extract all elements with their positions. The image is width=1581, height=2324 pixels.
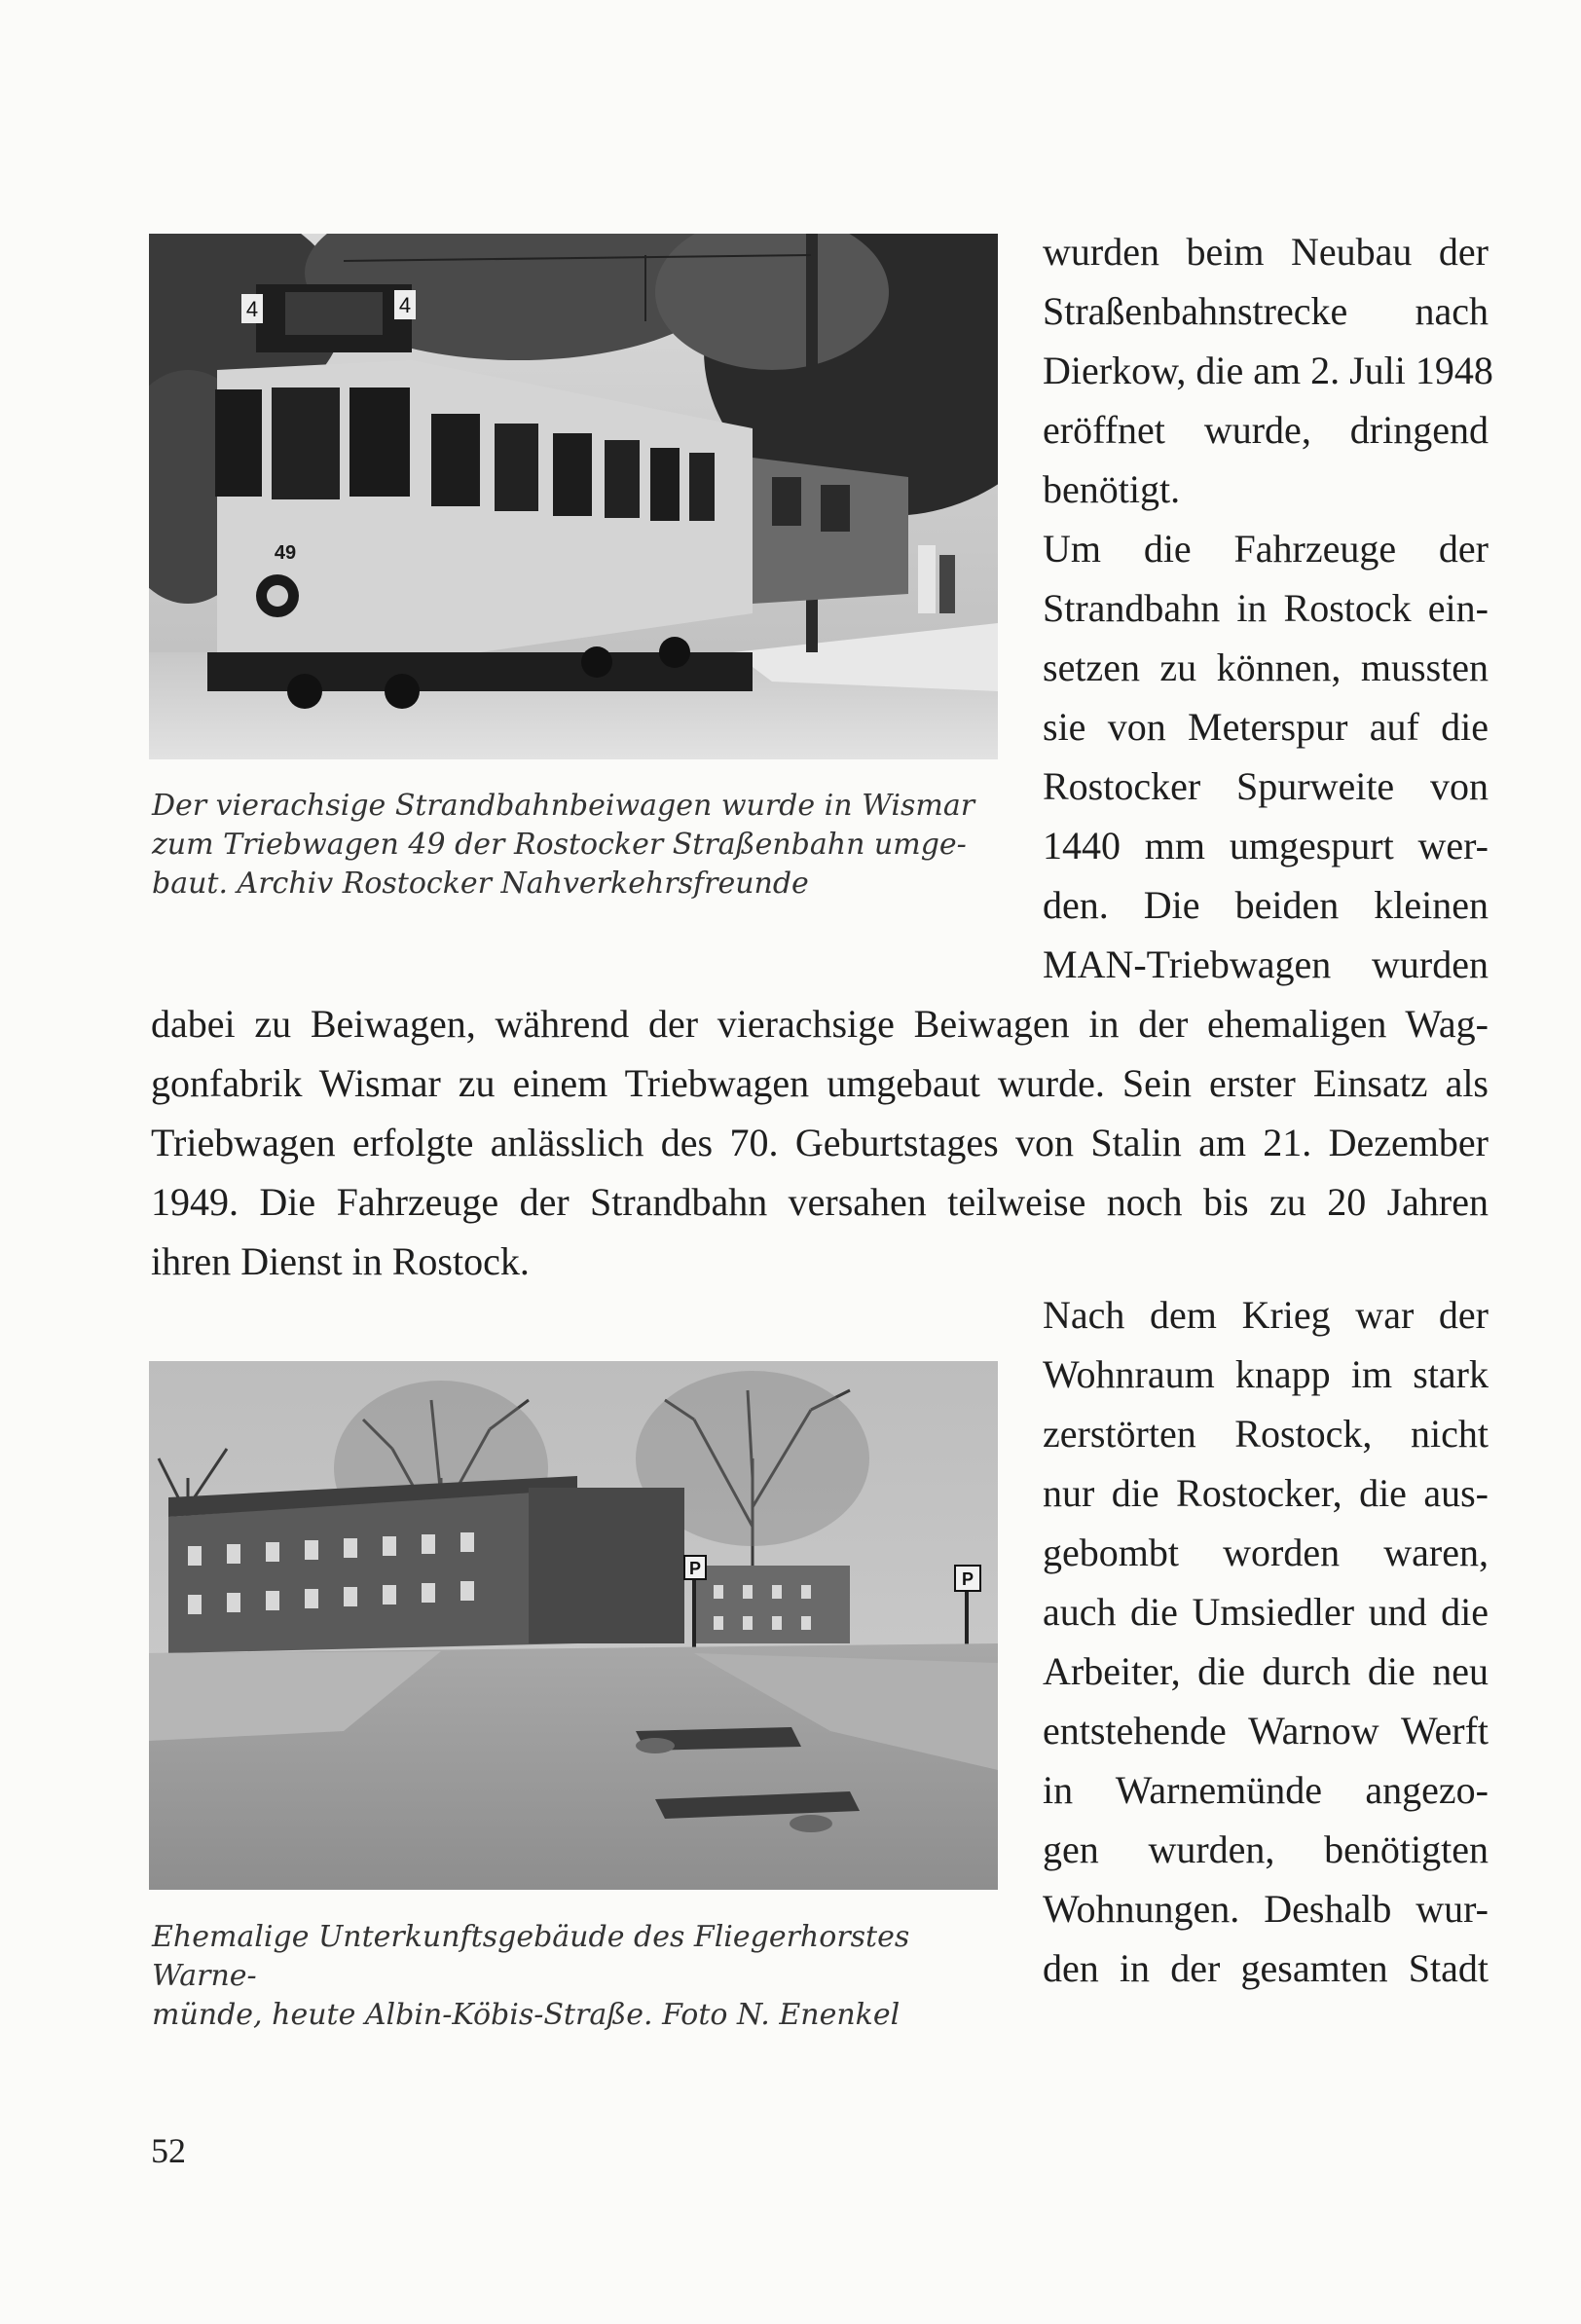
body-text-line: nur die Rostocker, die aus-	[1043, 1471, 1489, 1515]
caption-line: Der vierachsige Strandbahnbeiwagen wurde in Wismar	[152, 789, 975, 823]
body-text-line: 1440 mm umgespurt wer-	[1043, 824, 1489, 867]
body-text-line: Wohnraum knapp im stark	[1043, 1352, 1489, 1396]
svg-text:P: P	[961, 1569, 974, 1589]
buildings-photo-caption	[152, 1918, 1009, 2035]
caption-line: münde, heute Albin-Köbis-Straße. Foto N. Enenkel	[152, 1998, 901, 2032]
body-text-line: gonfabrik Wismar zu einem Triebwagen umgebaut wurde. Sein erster Einsatz als	[151, 1061, 1489, 1105]
body-text-line: ihren Dienst in Rostock.	[151, 1239, 530, 1283]
body-text-line: wurden beim Neubau der	[1043, 230, 1489, 274]
buildings-photo	[149, 1361, 998, 1890]
tram-photo	[149, 234, 998, 759]
page-number: 52	[151, 2131, 186, 2170]
caption-line: Ehemalige Unterkunftsgebäude des Fliegerhorstes Warne-	[152, 1920, 910, 1993]
body-text-line: auch die Umsiedler und die	[1043, 1590, 1489, 1634]
caption-line: baut. Archiv Rostocker Nahverkehrsfreunde	[152, 867, 809, 901]
body-text-line: Arbeiter, die durch die neu	[1043, 1649, 1489, 1693]
body-text-line: den in der gesamten Stadt	[1043, 1946, 1489, 1990]
body-text-line: in Warnemünde angezo-	[1043, 1768, 1489, 1812]
body-text-line: setzen zu können, mussten	[1043, 646, 1489, 689]
body-text-line: den. Die beiden kleinen	[1043, 883, 1489, 927]
body-text-line: MAN-Triebwagen wurden	[1043, 942, 1489, 986]
svg-text:49: 49	[274, 542, 297, 564]
body-text-line: Nach dem Krieg war der	[1043, 1293, 1489, 1337]
svg-text:P: P	[688, 1559, 702, 1578]
body-text-line: Strandbahn in Rostock ein-	[1043, 586, 1489, 630]
body-text-line: Dierkow, die am 2. Juli 1948	[1043, 349, 1493, 392]
body-text-line: benötigt.	[1043, 467, 1181, 511]
body-text-line: Um die Fahrzeuge der	[1043, 527, 1489, 571]
caption-line: zum Triebwagen 49 der Rostocker Straßenbahn umge-	[152, 828, 967, 862]
body-text-line: Rostocker Spurweite von	[1043, 764, 1489, 808]
svg-text:4: 4	[398, 293, 412, 317]
tram-photo-caption	[152, 787, 1009, 904]
body-text-line: entstehende Warnow Werft	[1043, 1709, 1489, 1752]
body-text-line: Triebwagen erfolgte anlässlich des 70. Geburtstages von Stalin am 21. Dezember	[151, 1121, 1489, 1164]
body-text-line: Wohnungen. Deshalb wur-	[1043, 1887, 1489, 1931]
body-text-line: zerstörten Rostock, nicht	[1043, 1412, 1489, 1456]
body-text-line: eröffnet wurde, dringend	[1043, 408, 1489, 452]
body-text-line: sie von Meterspur auf die	[1043, 705, 1489, 749]
body-text-line: gen wurden, benötigten	[1043, 1827, 1489, 1871]
body-text-line: gebombt worden waren,	[1043, 1531, 1489, 1574]
body-text-line: dabei zu Beiwagen, während der vierachsige Beiwagen in der ehemaligen Wag-	[151, 1002, 1489, 1046]
body-text-line: Straßenbahnstrecke nach	[1043, 289, 1489, 333]
body-text-line: 1949. Die Fahrzeuge der Strandbahn versahen teilweise noch bis zu 20 Jahren	[151, 1180, 1489, 1224]
svg-text:4: 4	[245, 297, 259, 321]
